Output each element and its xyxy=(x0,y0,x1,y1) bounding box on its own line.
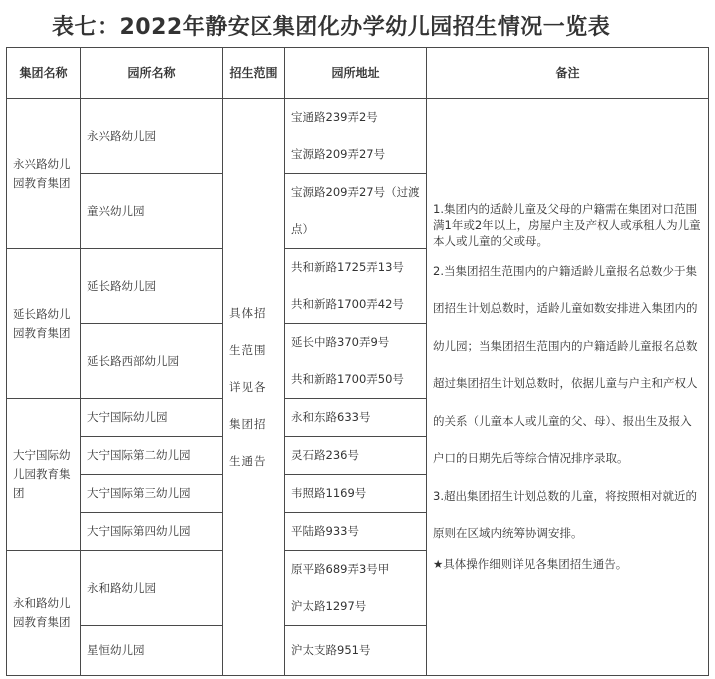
school-address: 沪太支路951号 xyxy=(285,626,427,676)
school-address: 永和东路633号 xyxy=(285,399,427,437)
school-address xyxy=(285,174,427,249)
header-address: 园所地址 xyxy=(285,48,427,99)
enrollment-table xyxy=(6,47,709,676)
school-name: 延长路西部幼儿园 xyxy=(81,324,223,399)
address-line: 沪太路1297号 xyxy=(291,599,367,613)
school-name: 大宁国际第二幼儿园 xyxy=(81,437,223,475)
table-row xyxy=(7,99,709,174)
school-name: 永和路幼儿园 xyxy=(81,551,223,626)
school-address: 平陆路933号 xyxy=(285,513,427,551)
address-line: 宝源路209弄27号 xyxy=(291,147,386,161)
school-address xyxy=(285,249,427,324)
note-2: 2.当集团招生范围内的户籍适龄儿童报名总数少于集团招生计划总数时，适龄儿童如数安排进入集团内的幼儿园；当集团招生范围内的户籍适龄儿童报名总数超过集团招生计划总数时，依据儿童与户主和产权人的关系（儿童本人或儿童的父、母）、报出生及报入户口的日期先后等综合情况排序录取。 xyxy=(433,263,698,465)
school-address: 灵石路236号 xyxy=(285,437,427,475)
group-name: 延长路幼儿园教育集团 xyxy=(7,249,81,399)
address-line: 宝通路239弄2号 xyxy=(291,110,378,124)
school-address xyxy=(285,99,427,174)
school-address xyxy=(285,551,427,626)
school-address: 韦照路1169号 xyxy=(285,475,427,513)
page-title: 表七：2022年静安区集团化办学幼儿园招生情况一览表 xyxy=(52,15,611,40)
header-school: 园所名称 xyxy=(81,48,223,99)
school-address xyxy=(285,324,427,399)
note-1: 1.集团内的适龄儿童及父母的户籍需在集团对口范围满1年或2年以上，房屋户主及产权人或承租人为儿童本人或儿童的父或母。 xyxy=(433,201,701,248)
school-name: 童兴幼儿园 xyxy=(81,174,223,249)
address-line: 延长中路370弄9号 xyxy=(291,335,390,349)
header-group: 集团名称 xyxy=(7,48,81,99)
address-line: 宝源路209弄27号（过渡点） xyxy=(291,185,420,236)
group-name: 永兴路幼儿园教育集团 xyxy=(7,99,81,249)
address-line: 共和新路1700弄50号 xyxy=(291,372,404,386)
school-name: 延长路幼儿园 xyxy=(81,249,223,324)
header-row xyxy=(7,48,709,99)
note-3: 3.超出集团招生计划总数的儿童，将按照相对就近的原则在区域内统筹协调安排。 xyxy=(433,488,697,540)
address-line: 原平路689弄3号甲 xyxy=(291,562,390,576)
address-line: 共和新路1725弄13号 xyxy=(291,260,404,274)
address-line: 共和新路1700弄42号 xyxy=(291,297,404,311)
school-name: 大宁国际第三幼儿园 xyxy=(81,475,223,513)
group-name: 大宁国际幼儿园教育集团 xyxy=(7,399,81,551)
header-note: 备注 xyxy=(427,48,709,99)
range-text: 具体招生范围详见各集团招生通告 xyxy=(229,305,267,468)
group-name: 永和路幼儿园教育集团 xyxy=(7,551,81,676)
school-name: 永兴路幼儿园 xyxy=(81,99,223,174)
school-name: 大宁国际幼儿园 xyxy=(81,399,223,437)
note-4: ★具体操作细则详见各集团招生通告。 xyxy=(433,556,628,571)
note-cell xyxy=(427,99,709,676)
school-name: 星恒幼儿园 xyxy=(81,626,223,676)
range-cell xyxy=(223,99,285,676)
school-name: 大宁国际第四幼儿园 xyxy=(81,513,223,551)
header-range: 招生范围 xyxy=(223,48,285,99)
